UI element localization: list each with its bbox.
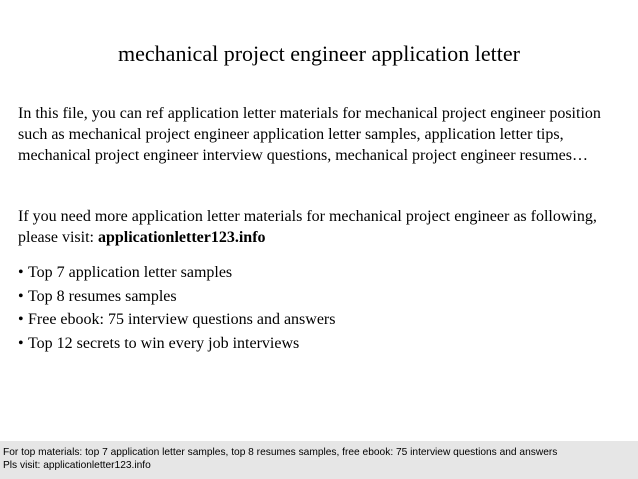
page-title: mechanical project engineer application letter <box>118 41 520 66</box>
list-item-text: Top 12 secrets to win every job interviews <box>28 334 300 352</box>
visit-paragraph <box>18 206 618 248</box>
list-item <box>18 261 335 285</box>
list-item <box>18 332 335 356</box>
list-item <box>18 308 335 332</box>
bullet-icon: • <box>18 287 24 305</box>
intro-paragraph: In this file, you can ref application letter materials for mechanical project engineer position such as mechanical project engineer application letter samples, application letter tips, mechanical project engineer interview questions, mechanical project engineer resumes… <box>18 105 601 164</box>
footer-line-visit: Pls visit: applicationletter123.info <box>3 459 151 471</box>
list-item-text: Top 8 resumes samples <box>28 287 177 305</box>
visit-text: If you need more application letter materials for mechanical project engineer as following, please visit: <box>18 208 597 246</box>
bullet-icon: • <box>18 334 24 352</box>
site-link[interactable]: applicationletter123.info <box>97 229 266 246</box>
footer-bar <box>0 441 638 479</box>
list-item <box>18 285 335 309</box>
footer-line-materials: For top materials: top 7 application letter samples, top 8 resumes samples, free ebook: 75 interview questions and answers <box>3 447 558 458</box>
bullet-icon: • <box>18 264 24 281</box>
bullet-icon: • <box>18 311 24 328</box>
list-item-text: Top 7 application letter samples <box>28 264 233 281</box>
bullet-list <box>18 261 335 355</box>
list-item-text: Free ebook: 75 interview questions and answers <box>28 311 336 328</box>
